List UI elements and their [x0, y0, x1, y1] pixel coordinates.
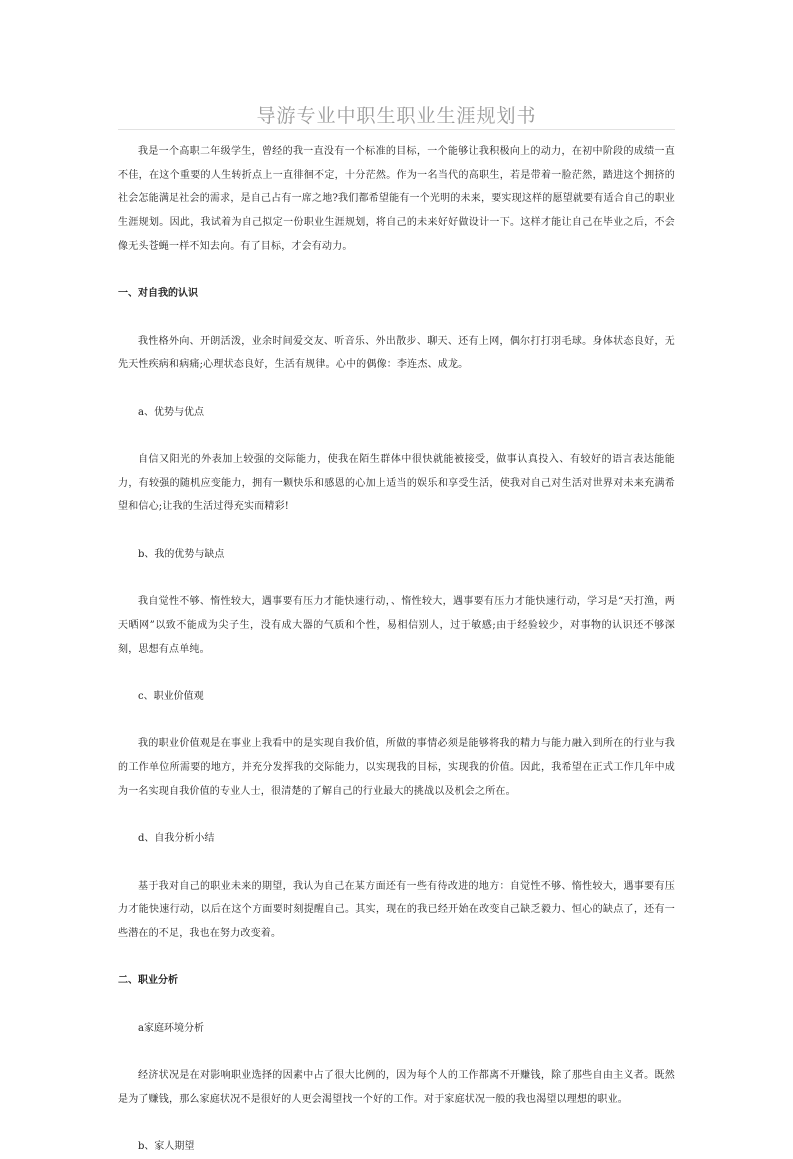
family-environment-paragraph: 经济状况是在对影响职业选择的因素中占了很大比例的，因为每个人的工作都离不开赚钱，除了那些自由主义者。既然是为了赚钱，那么家庭状况不是很好的人更会渴望找一个好的工作。对于家庭状况一般的我也渴望以理想的职业。	[118, 1070, 675, 1105]
subheading-weaknesses: b、我的优势与缺点	[138, 548, 225, 560]
title-divider	[118, 129, 675, 130]
spacer	[118, 424, 675, 448]
spacer	[118, 709, 675, 733]
subheading-self-summary: d、自我分析小结	[138, 833, 215, 845]
spacer	[118, 851, 675, 875]
spacer	[118, 377, 675, 401]
self-summary-paragraph: 基于我对自己的职业未来的期望，我认为自己在某方面还有一些有待改进的地方：自觉性不够、惰性较大，遇事要有压力才能快速行动，以后在这个方面要时刻提醒自己。其实，现在的我已经开始在改变自己缺乏毅力、恒心的缺点了，还有一些潜在的不足，我也在努力改变着。	[118, 880, 675, 940]
spacer	[118, 1041, 675, 1065]
spacer	[118, 661, 675, 685]
strengths-paragraph: 自信又阳光的外表加上较强的交际能力，使我在陌生群体中很快就能被接受，做事认真投入、有较好的语言表达能能力，有较强的随机应变能力，拥有一颗快乐和感恩的心加上适当的娱乐和享受生活，使我对自己对生活对世界对未来充满希望和信心;让我的生活过得充实而精彩!	[118, 454, 675, 513]
spacer	[118, 804, 675, 828]
subheading-family-environment: a家庭环境分析	[138, 1022, 204, 1034]
self-knowledge-paragraph: 我性格外向、开朗活泼，业余时间爱交友、听音乐、外出散步、聊天、还有上网，偶尔打打羽毛球。身体状态良好，无先天性疾病和病痛;心理状态良好，生活有规律。心中的偶像：李连杰、成龙。	[118, 335, 675, 371]
subheading-family-expectations: b、家人期望	[138, 1141, 195, 1153]
spacer	[118, 259, 675, 283]
section-heading-career-analysis: 二、职业分析	[118, 975, 178, 987]
spacer	[118, 993, 675, 1017]
document-body	[118, 140, 675, 1159]
spacer	[118, 567, 675, 591]
spacer	[118, 1112, 675, 1136]
spacer	[118, 946, 675, 970]
values-paragraph: 我的职业价值观是在事业上我看中的是实现自我价值，所做的事情必须是能够将我的精力与能力融入到所在的行业与我的工作单位所需要的地方，并充分发挥我的交际能力，以实现我的目标，实现我的价值。因此，我希望在正式工作几年中成为一名实现自我价值的专业人士，很清楚的了解自己的行业最大的挑战以及机会之所在。	[118, 738, 675, 797]
spacer	[118, 519, 675, 543]
document-title: 导游专业中职生职业生涯规划书	[256, 105, 537, 127]
section-heading-self-knowledge: 一、对自我的认识	[118, 288, 198, 300]
weaknesses-paragraph: 我自觉性不够、惰性较大，遇事要有压力才能快速行动，、惰性较大，遇事要有压力才能快速行动，学习是“天打渔，两天晒网”以致不能成为尖子生，没有成大器的气质和个性，易相信别人，过于敏感;由于经验较少，对事物的认识还不够深刻，思想有点单纯。	[118, 596, 675, 655]
intro-paragraph: 我是一个高职二年级学生，曾经的我一直没有一个标准的目标，一个能够让我积极向上的动力，在初中阶段的成绩一直不佳，在这个重要的人生转折点上一直徘徊不定，十分茫然。作为一名当代的高职生，若是带着一脸茫然，踏进这个拥挤的社会怎能满足社会的需求，是自己占有一席之地?我们都希望能有一个光明的未来，要实现这样的愿望就要有适合自己的职业生涯规划。因此，我试着为自己拟定一份职业生涯规划，将自己的未来好好做设计一下。这样才能让自己在毕业之后，不会像无头苍蝇一样不知去向。有了目标，才会有动力。	[118, 146, 675, 252]
subheading-values: c、职业价值观	[138, 691, 204, 703]
spacer	[118, 306, 675, 330]
subheading-strengths: a、优势与优点	[138, 406, 204, 418]
